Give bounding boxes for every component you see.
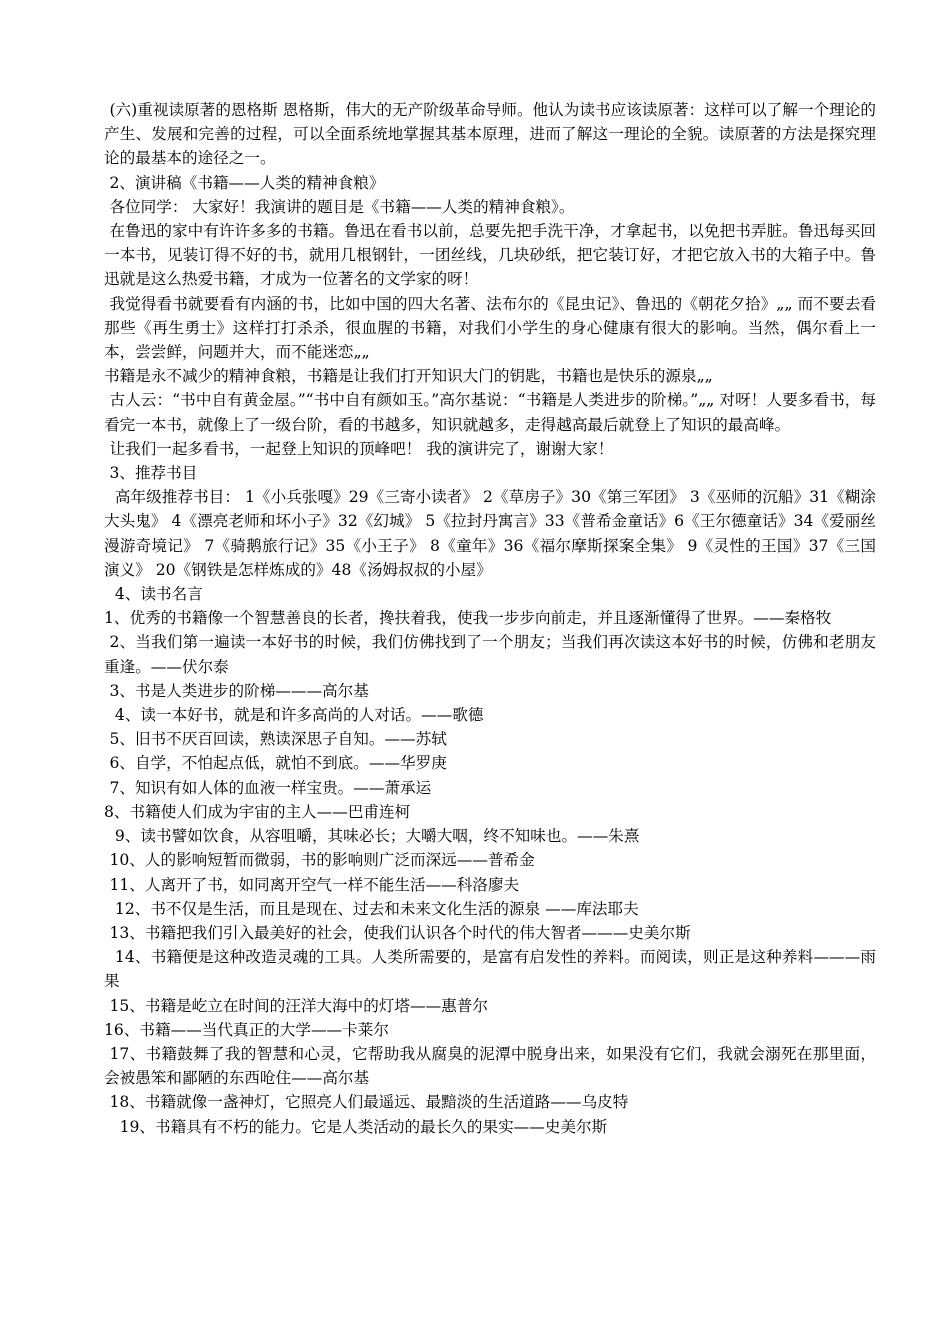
paragraph: 古人云：“书中自有黄金屋。”“书中自有颜如玉。”高尔基说：“书籍是人类进步的阶梯。”„„ 对呀！人要多看书，每看完一本书，就像上了一级台阶，看的书越多，知识就越多，走得越高最后就登上了知识的最高峰。 <box>104 391 876 434</box>
paragraph: 我觉得看书就要看有内涵的书，比如中国的四大名著、法布尔的《昆虫记》、鲁迅的《朝花夕拾》„„ 而不要去看那些《再生勇士》这样打打杀杀，很血腥的书籍，对我们小学生的身心健康有很大的影响。当然，偶尔看上一本，尝尝鲜，问题并大，而不能迷恋„„ <box>104 294 876 362</box>
quote-item: 2、当我们第一遍读一本好书的时候，我们仿佛找到了一个朋友；当我们再次读这本好书的时候，仿佛和老朋友重逢。——伏尔泰 <box>104 633 876 676</box>
quote-item: 10、人的影响短暂而微弱，书的影响则广泛而深远——普希金 <box>109 851 535 870</box>
document-page <box>104 98 876 1139</box>
paragraph: 各位同学： 大家好！我演讲的题目是《书籍——人类的精神食粮》。 <box>109 197 575 216</box>
quote-item: 7、知识有如人体的血液一样宝贵。——萧承运 <box>109 778 432 797</box>
book-list: 高年级推荐书目： 1《小兵张嘎》29《三寄小读者》 2《草房子》30《第三军团》 3《巫师的沉船》31《糊涂大头鬼》 4《漂亮老师和坏小子》32《幻城》 5《拉封丹寓言》33《普希金童话》6《王尔德童话》34《爱丽丝漫游奇境记》 7《骑鹅旅行记》35《小王子》 8《童年》36《福尔摩斯探案全集》 9《灵性的王国》37《三国演义》 20《钢铁是怎样炼成的》48《汤姆叔叔的小屋》 <box>104 488 876 579</box>
quote-item: 15、书籍是屹立在时间的汪洋大海中的灯塔——惠普尔 <box>109 996 488 1015</box>
quote-item: 18、书籍就像一盏神灯，它照亮人们最遥远、最黯淡的生活道路——乌皮特 <box>109 1093 629 1112</box>
section-heading: 2、演讲稿《书籍——人类的精神食粮》 <box>109 173 385 192</box>
quote-item: 5、旧书不厌百回读，熟读深思子自知。——苏轼 <box>109 730 447 749</box>
quote-item: 1、优秀的书籍像一个智慧善良的长者，搀扶着我，使我一步步向前走，并且逐渐懂得了世界。——秦格牧 <box>104 609 832 628</box>
quote-item: 16、书籍——当代真正的大学——卡莱尔 <box>104 1020 389 1039</box>
quote-item: 13、书籍把我们引入最美好的社会，使我们认识各个时代的伟大智者———史美尔斯 <box>109 923 691 942</box>
quote-item: 9、读书譬如饮食，从容咀嚼，其味必长；大嚼大咽，终不知味也。——朱熹 <box>114 827 640 846</box>
quote-item: 14、书籍便是这种改造灵魂的工具。人类所需要的，是富有启发性的养料。而阅读，则正是这种养料———雨果 <box>104 948 876 991</box>
section-heading: 3、推荐书目 <box>109 464 198 483</box>
quote-item: 12、书不仅是生活，而且是现在、过去和未来文化生活的源泉 ——库法耶夫 <box>114 899 639 918</box>
quote-item: 17、书籍鼓舞了我的智慧和心灵，它帮助我从腐臭的泥潭中脱身出来，如果没有它们，我就会溺死在那里面，会被愚笨和鄙陋的东西呛住——高尔基 <box>104 1044 876 1088</box>
quote-item: 4、读一本好书，就是和许多高尚的人对话。——歌德 <box>114 706 484 725</box>
quote-item: 8、书籍使人们成为宇宙的主人——巴甫连柯 <box>104 802 411 821</box>
paragraph: 在鲁迅的家中有许许多多的书籍。鲁迅在看书以前，总要先把手洗干净，才拿起书，以免把书弄脏。鲁迅每买回一本书，见装订得不好的书，就用几根钢针，一团丝线，几块砂纸，把它装订好，才把它放入书的大箱子中。鲁迅就是这么热爱书籍，才成为一位著名的文学家的呀！ <box>104 222 876 289</box>
paragraph: 书籍是永不减少的精神食粮，书籍是让我们打开知识大门的钥匙，书籍也是快乐的源泉„„ <box>104 367 713 386</box>
quote-item: 19、书籍具有不朽的能力。它是人类活动的最长久的果实——史美尔斯 <box>119 1117 608 1136</box>
quote-item: 3、书是人类进步的阶梯———高尔基 <box>109 681 369 700</box>
quote-item: 6、自学，不怕起点低，就怕不到底。——华罗庚 <box>109 754 447 773</box>
quote-item: 11、人离开了书，如同离开空气一样不能生活——科洛廖夫 <box>109 875 520 894</box>
paragraph: 让我们一起多看书，一起登上知识的顶峰吧！ 我的演讲完了，谢谢大家！ <box>109 439 614 458</box>
section-heading: 4、读书名言 <box>114 585 203 604</box>
paragraph: (六)重视读原著的恩格斯 恩格斯，伟大的无产阶级革命导师。他认为读书应该读原著：这样可以了解一个理论的产生、发展和完善的过程，可以全面系统地掌握其基本原理，进而了解这一理论的全貌。读原著的方法是探究理论的最基本的途径之一。 <box>104 101 876 168</box>
